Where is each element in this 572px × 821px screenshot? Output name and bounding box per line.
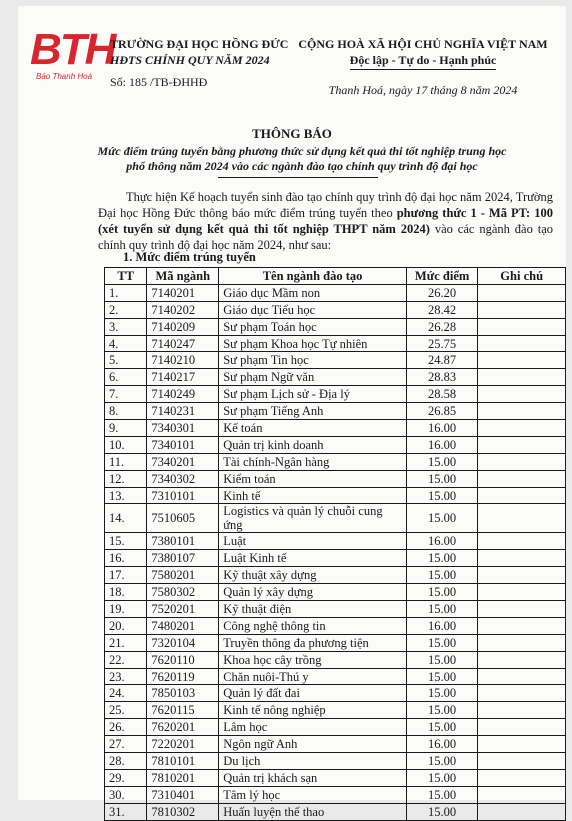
table-cell: 7310401 (147, 786, 219, 803)
table-body (105, 284, 566, 820)
table-cell: 28.58 (406, 386, 477, 403)
table-cell: Giáo dục Mầm non (219, 284, 407, 301)
table-cell: Tâm lý học (219, 786, 407, 803)
table-cell (478, 420, 566, 437)
table-row (105, 386, 566, 403)
table-cell (478, 550, 566, 567)
table-cell: 7320104 (147, 634, 219, 651)
table-cell (478, 651, 566, 668)
table-cell: 26. (105, 719, 147, 736)
table-cell: 7340101 (147, 436, 219, 453)
table-cell: 15.00 (406, 634, 477, 651)
table-cell: Giáo dục Tiểu học (219, 301, 407, 318)
table-cell: 27. (105, 736, 147, 753)
body-text-part1: Thực hiện Kế hoạch tuyển sinh đào tạo chính quy trình độ đại học năm 2024, Trường Đại học Hồng Đức thông báo mức điểm trúng tuyển theo (98, 190, 553, 220)
table-cell (478, 719, 566, 736)
table-cell (478, 470, 566, 487)
table-row (105, 753, 566, 770)
table-cell: 7140247 (147, 335, 219, 352)
table-row (105, 352, 566, 369)
table-cell: 26.85 (406, 403, 477, 420)
table-row (105, 504, 566, 533)
table-cell: 7380107 (147, 550, 219, 567)
table-cell: Kế toán (219, 420, 407, 437)
table-cell: Khoa học cây trồng (219, 651, 407, 668)
table-cell: 2. (105, 301, 147, 318)
table-cell: 24. (105, 685, 147, 702)
table-row (105, 617, 566, 634)
table-row (105, 470, 566, 487)
table-cell: 7140202 (147, 301, 219, 318)
table-cell: Quản lý đất đai (219, 685, 407, 702)
table-cell: 16.00 (406, 436, 477, 453)
table-cell: 1. (105, 284, 147, 301)
table-cell (478, 668, 566, 685)
table-cell: 19. (105, 601, 147, 618)
table-cell (478, 769, 566, 786)
table-cell: 7340302 (147, 470, 219, 487)
council-name: HĐTS CHÍNH QUY NĂM 2024 (110, 53, 270, 67)
table-cell: 18. (105, 584, 147, 601)
table-cell: 15.00 (406, 601, 477, 618)
table-cell: Sư phạm Tin học (219, 352, 407, 369)
table-cell (478, 702, 566, 719)
table-cell: 7620115 (147, 702, 219, 719)
table-cell (478, 436, 566, 453)
column-header: TT (105, 268, 147, 285)
table-cell: 31. (105, 803, 147, 820)
table-row (105, 584, 566, 601)
table-cell: 28.42 (406, 301, 477, 318)
table-cell: 7580201 (147, 567, 219, 584)
table-cell: 25.75 (406, 335, 477, 352)
table-cell: 7620119 (147, 668, 219, 685)
table-cell: 13. (105, 487, 147, 504)
table-cell: 20. (105, 617, 147, 634)
table-cell: Chăn nuôi-Thú y (219, 668, 407, 685)
table-cell: 15.00 (406, 504, 477, 533)
logo-text: BTH (30, 25, 115, 74)
table-cell (478, 803, 566, 820)
table-cell: 15.00 (406, 584, 477, 601)
table-cell (478, 284, 566, 301)
table-cell: 15.00 (406, 685, 477, 702)
table-cell (478, 352, 566, 369)
table-cell (478, 487, 566, 504)
table-cell: Quản trị khách sạn (219, 769, 407, 786)
table-cell (478, 453, 566, 470)
table-cell: 15.00 (406, 786, 477, 803)
bth-logo (30, 25, 115, 84)
table-cell: 7480201 (147, 617, 219, 634)
table-cell (478, 369, 566, 386)
table-cell: Sư phạm Toán học (219, 318, 407, 335)
table-row (105, 301, 566, 318)
table-cell: Kinh tế nông nghiệp (219, 702, 407, 719)
table-row (105, 668, 566, 685)
table-cell: 11. (105, 453, 147, 470)
table-row (105, 702, 566, 719)
table-cell: Logistics và quản lý chuỗi cung ứng (219, 504, 407, 533)
table-cell: 7810101 (147, 753, 219, 770)
table-cell: 15.00 (406, 470, 477, 487)
table-row (105, 284, 566, 301)
table-cell: 7140210 (147, 352, 219, 369)
table-cell (478, 504, 566, 533)
table-cell: Kỹ thuật xây dựng (219, 567, 407, 584)
table-cell: 7140217 (147, 369, 219, 386)
table-cell: 22. (105, 651, 147, 668)
table-cell: 16.00 (406, 533, 477, 550)
table-cell: 29. (105, 769, 147, 786)
table-cell (478, 753, 566, 770)
table-cell (478, 403, 566, 420)
table-cell: Sư phạm Lịch sử - Địa lý (219, 386, 407, 403)
table-cell: Truyền thông đa phương tiện (219, 634, 407, 651)
table-cell: 16.00 (406, 617, 477, 634)
subtitle-divider (218, 177, 378, 178)
document-subtitle: Mức điểm trúng tuyển bằng phương thức sử dụng kết quả thi tốt nghiệp trung học phổ thông năm 2024 vào các ngành đào tạo chính quy trình độ đại học (97, 144, 507, 173)
table-cell: 21. (105, 634, 147, 651)
table-cell: 8. (105, 403, 147, 420)
table-cell (478, 634, 566, 651)
table-row (105, 786, 566, 803)
table-cell (478, 617, 566, 634)
table-cell: 7220201 (147, 736, 219, 753)
table-cell (478, 736, 566, 753)
table-cell: 7340201 (147, 453, 219, 470)
table-cell: 15.00 (406, 719, 477, 736)
table-row (105, 487, 566, 504)
table-cell: 6. (105, 369, 147, 386)
table-cell: Kinh tế (219, 487, 407, 504)
table-cell: 7510605 (147, 504, 219, 533)
table-cell: Sư phạm Ngữ văn (219, 369, 407, 386)
table-cell: 15.00 (406, 702, 477, 719)
table-cell: 7620110 (147, 651, 219, 668)
table-cell: 7. (105, 386, 147, 403)
table-row (105, 403, 566, 420)
table-cell (478, 584, 566, 601)
table-row (105, 369, 566, 386)
table-cell: Kiểm toán (219, 470, 407, 487)
table-row (105, 550, 566, 567)
national-motto: Độc lập - Tự do - Hạnh phúc (350, 52, 497, 70)
table-cell: 12. (105, 470, 147, 487)
table-row (105, 803, 566, 820)
score-table (104, 267, 566, 821)
table-row (105, 420, 566, 437)
body-text-part2: vào các ngành đào tạo chính quy trình độ đại học năm 2024, như sau: (98, 222, 553, 252)
table-cell: 15. (105, 533, 147, 550)
table-row (105, 335, 566, 352)
table-cell: 15.00 (406, 567, 477, 584)
table-cell: 30. (105, 786, 147, 803)
table-row (105, 533, 566, 550)
table-cell: 7850103 (147, 685, 219, 702)
table-row (105, 685, 566, 702)
document-page (18, 6, 566, 819)
table-row (105, 567, 566, 584)
document-date: Thanh Hoá, ngày 17 tháng 8 năm 2024 (328, 83, 518, 97)
table-cell: 28. (105, 753, 147, 770)
section-title: 1. Mức điểm trúng tuyển (123, 250, 256, 264)
document-number: Số: 185 /TB-ĐHHĐ (110, 75, 208, 89)
table-cell: 7380101 (147, 533, 219, 550)
table-cell: 14. (105, 504, 147, 533)
table-cell: 7580302 (147, 584, 219, 601)
table-cell: 4. (105, 335, 147, 352)
table-cell (478, 318, 566, 335)
table-cell (478, 567, 566, 584)
table-cell: Kỹ thuật điện (219, 601, 407, 618)
table-cell: 7340301 (147, 420, 219, 437)
logo-subtext: Báo Thanh Hoá (36, 72, 93, 81)
header-right (288, 36, 558, 98)
body-paragraph (98, 189, 553, 253)
table-cell: 7140249 (147, 386, 219, 403)
table-cell: 15.00 (406, 550, 477, 567)
table-cell (478, 786, 566, 803)
table-cell: 10. (105, 436, 147, 453)
table-cell: 17. (105, 567, 147, 584)
table-row (105, 719, 566, 736)
table-cell: Lâm học (219, 719, 407, 736)
table-header-row (105, 268, 566, 285)
table-cell (478, 533, 566, 550)
table-cell: Quản lý xây dựng (219, 584, 407, 601)
table-cell (478, 301, 566, 318)
table-cell: 15.00 (406, 651, 477, 668)
table-cell: Quản trị kinh doanh (219, 436, 407, 453)
table-cell: 23. (105, 668, 147, 685)
column-header: Tên ngành đào tạo (219, 268, 407, 285)
table-cell: 7140209 (147, 318, 219, 335)
table-row (105, 736, 566, 753)
table-cell: 3. (105, 318, 147, 335)
header-left (110, 36, 310, 90)
table-cell: 24.87 (406, 352, 477, 369)
table-row (105, 318, 566, 335)
table-cell: 15.00 (406, 753, 477, 770)
table-cell: 7310101 (147, 487, 219, 504)
column-header: Mức điểm (406, 268, 477, 285)
table-cell: 7620201 (147, 719, 219, 736)
table-cell: 7520201 (147, 601, 219, 618)
table-cell: 7140201 (147, 284, 219, 301)
table-cell: 7810201 (147, 769, 219, 786)
table-cell: 26.20 (406, 284, 477, 301)
table-cell: Tài chính-Ngân hàng (219, 453, 407, 470)
table-cell: 5. (105, 352, 147, 369)
table-row (105, 601, 566, 618)
table-cell: 15.00 (406, 668, 477, 685)
university-name: TRƯỜNG ĐẠI HỌC HỒNG ĐỨC (110, 37, 289, 51)
table-cell: Sư phạm Tiếng Anh (219, 403, 407, 420)
table-row (105, 634, 566, 651)
table-cell: 15.00 (406, 453, 477, 470)
table-cell: 25. (105, 702, 147, 719)
table-cell: 15.00 (406, 769, 477, 786)
table-cell: Du lịch (219, 753, 407, 770)
table-cell: 16.00 (406, 736, 477, 753)
table-cell: 16. (105, 550, 147, 567)
table-cell (478, 685, 566, 702)
table-cell: 16.00 (406, 420, 477, 437)
table-cell: Huấn luyện thể thao (219, 803, 407, 820)
body-text-bold: phương thức 1 - Mã PT: 100 (xét tuyển sử dụng kết quả thi tốt nghiệp THPT năm 2024) (98, 206, 553, 236)
table-cell: 7140231 (147, 403, 219, 420)
table-cell: Luật (219, 533, 407, 550)
table-cell: Sư phạm Khoa học Tự nhiên (219, 335, 407, 352)
column-header: Mã ngành (147, 268, 219, 285)
table-cell: 15.00 (406, 803, 477, 820)
table-row (105, 453, 566, 470)
table-cell: 7810302 (147, 803, 219, 820)
table-cell: Luật Kinh tế (219, 550, 407, 567)
table-cell (478, 335, 566, 352)
national-title: CỘNG HOÀ XÃ HỘI CHỦ NGHĨA VIỆT NAM (298, 37, 548, 51)
document-title: THÔNG BÁO (252, 126, 332, 141)
table-cell (478, 386, 566, 403)
table-cell: 9. (105, 420, 147, 437)
table-cell: 15.00 (406, 487, 477, 504)
table-row (105, 769, 566, 786)
table-row (105, 436, 566, 453)
table-cell: 28.83 (406, 369, 477, 386)
column-header: Ghi chú (478, 268, 566, 285)
table-cell: Ngôn ngữ Anh (219, 736, 407, 753)
table-row (105, 651, 566, 668)
table-cell (478, 601, 566, 618)
table-cell: 26.28 (406, 318, 477, 335)
table-cell: Công nghệ thông tin (219, 617, 407, 634)
